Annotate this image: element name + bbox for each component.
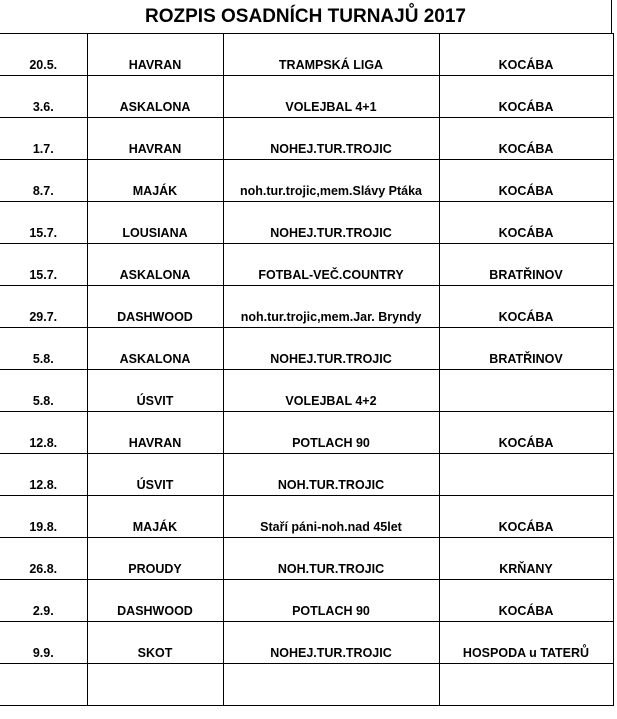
table-row — [0, 622, 613, 664]
place-cell[interactable]: KOCÁBA — [439, 76, 613, 118]
event-cell[interactable]: TRAMPSKÁ LIGA — [223, 34, 439, 76]
osada-cell[interactable]: DASHWOOD — [87, 580, 223, 622]
osada-cell[interactable]: ÚSVIT — [87, 370, 223, 412]
date-cell[interactable]: 5.8. — [0, 370, 87, 412]
place-cell[interactable]: KOCÁBA — [439, 160, 613, 202]
place-cell[interactable]: KOCÁBA — [439, 412, 613, 454]
table-row — [0, 496, 613, 538]
table-row — [0, 244, 613, 286]
event-cell[interactable]: noh.tur.trojic,mem.Slávy Ptáka — [223, 160, 439, 202]
tournament-schedule-table — [0, 33, 614, 706]
table-row — [0, 370, 613, 412]
schedule-body — [0, 34, 613, 706]
sheet-title: ROZPIS OSADNÍCH TURNAJŮ 2017 — [0, 0, 612, 33]
date-cell[interactable]: 1.7. — [0, 118, 87, 160]
date-cell[interactable]: 26.8. — [0, 538, 87, 580]
date-cell[interactable] — [0, 664, 87, 706]
place-cell[interactable]: KOCÁBA — [439, 202, 613, 244]
place-cell[interactable] — [439, 664, 613, 706]
date-cell[interactable]: 2.9. — [0, 580, 87, 622]
table-row — [0, 160, 613, 202]
place-cell[interactable]: KOCÁBA — [439, 496, 613, 538]
table-row — [0, 118, 613, 160]
table-row — [0, 34, 613, 76]
osada-cell[interactable]: PROUDY — [87, 538, 223, 580]
place-cell[interactable]: KRŇANY — [439, 538, 613, 580]
place-cell[interactable]: KOCÁBA — [439, 580, 613, 622]
place-cell[interactable]: HOSPODA u TATERŮ — [439, 622, 613, 664]
table-row — [0, 412, 613, 454]
table-row — [0, 664, 613, 706]
place-cell[interactable] — [439, 454, 613, 496]
event-cell[interactable]: VOLEJBAL 4+2 — [223, 370, 439, 412]
event-cell[interactable]: POTLACH 90 — [223, 412, 439, 454]
date-cell[interactable]: 8.7. — [0, 160, 87, 202]
osada-cell[interactable]: SKOT — [87, 622, 223, 664]
osada-cell[interactable]: ASKALONA — [87, 76, 223, 118]
place-cell[interactable] — [439, 370, 613, 412]
event-cell[interactable]: POTLACH 90 — [223, 580, 439, 622]
date-cell[interactable]: 19.8. — [0, 496, 87, 538]
event-cell[interactable]: NOHEJ.TUR.TROJIC — [223, 622, 439, 664]
event-cell[interactable]: noh.tur.trojic,mem.Jar. Bryndy — [223, 286, 439, 328]
place-cell[interactable]: BRATŘINOV — [439, 244, 613, 286]
table-row — [0, 76, 613, 118]
event-cell[interactable]: NOHEJ.TUR.TROJIC — [223, 202, 439, 244]
event-cell[interactable]: FOTBAL-VEČ.COUNTRY — [223, 244, 439, 286]
date-cell[interactable]: 12.8. — [0, 454, 87, 496]
osada-cell[interactable]: HAVRAN — [87, 118, 223, 160]
osada-cell[interactable]: ASKALONA — [87, 244, 223, 286]
event-cell[interactable] — [223, 664, 439, 706]
date-cell[interactable]: 5.8. — [0, 328, 87, 370]
event-cell[interactable]: NOHEJ.TUR.TROJIC — [223, 118, 439, 160]
event-cell[interactable]: NOH.TUR.TROJIC — [223, 454, 439, 496]
table-row — [0, 202, 613, 244]
osada-cell[interactable]: HAVRAN — [87, 412, 223, 454]
date-cell[interactable]: 20.5. — [0, 34, 87, 76]
table-row — [0, 538, 613, 580]
osada-cell[interactable]: MAJÁK — [87, 160, 223, 202]
place-cell[interactable]: KOCÁBA — [439, 34, 613, 76]
event-cell[interactable]: VOLEJBAL 4+1 — [223, 76, 439, 118]
table-row — [0, 454, 613, 496]
date-cell[interactable]: 3.6. — [0, 76, 87, 118]
osada-cell[interactable]: ASKALONA — [87, 328, 223, 370]
event-cell[interactable]: NOH.TUR.TROJIC — [223, 538, 439, 580]
table-row — [0, 580, 613, 622]
event-cell[interactable]: Staří páni-noh.nad 45let — [223, 496, 439, 538]
osada-cell[interactable]: HAVRAN — [87, 34, 223, 76]
osada-cell[interactable]: ÚSVIT — [87, 454, 223, 496]
osada-cell[interactable]: DASHWOOD — [87, 286, 223, 328]
table-row — [0, 286, 613, 328]
event-cell[interactable]: NOHEJ.TUR.TROJIC — [223, 328, 439, 370]
place-cell[interactable]: KOCÁBA — [439, 286, 613, 328]
date-cell[interactable]: 9.9. — [0, 622, 87, 664]
osada-cell[interactable]: LOUSIANA — [87, 202, 223, 244]
place-cell[interactable]: KOCÁBA — [439, 118, 613, 160]
date-cell[interactable]: 29.7. — [0, 286, 87, 328]
date-cell[interactable]: 15.7. — [0, 202, 87, 244]
table-row — [0, 328, 613, 370]
date-cell[interactable]: 12.8. — [0, 412, 87, 454]
date-cell[interactable]: 15.7. — [0, 244, 87, 286]
place-cell[interactable]: BRATŘINOV — [439, 328, 613, 370]
osada-cell[interactable]: MAJÁK — [87, 496, 223, 538]
osada-cell[interactable] — [87, 664, 223, 706]
